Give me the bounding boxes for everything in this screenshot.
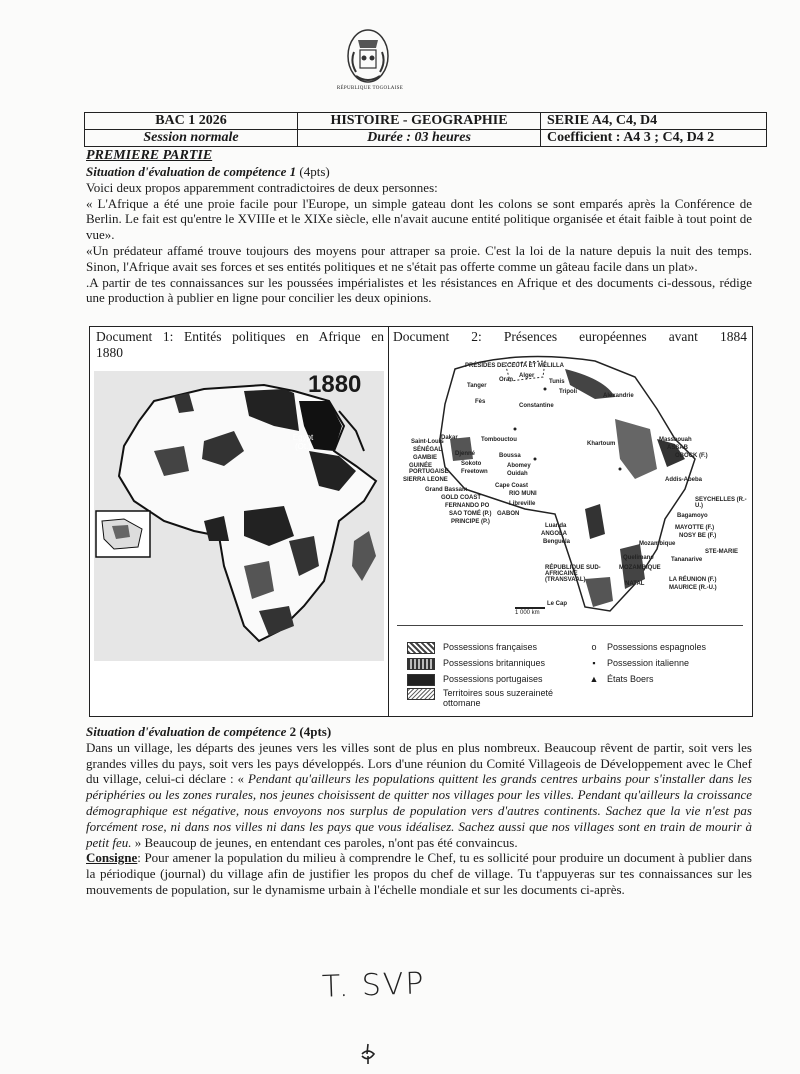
intro-text: Voici deux propos apparemment contradictoires de deux personnes: — [86, 179, 438, 195]
map-label: Sokoto — [461, 461, 482, 467]
coat-of-arms-emblem — [340, 26, 396, 92]
chief-quote: Pendant qu'ailleurs les populations quittent les grands centres urbains pour s'installer dans les périphéries ou les zones rurales, nos jeunes choisissent de quitter nos villages pour les villes. Pendant qu'ailleurs la croissance démographique est négative, nous envoyons nos surplus de population vers d'autres continents. Sachez que la vie n'est pas forcément rose, ni dans nos villes ni dans les pays que vous idéalisez. Sachez aussi que nos villages sont en train de mourir à petit feu. — [86, 771, 752, 850]
map-label: Tombouctou — [481, 437, 517, 443]
egypt-label: Egypt (Ot.) — [292, 433, 314, 451]
legend-spanish: o Possessions espagnoles — [591, 642, 707, 652]
legend-boers: ▲ États Boers — [589, 674, 654, 684]
map-label: SEYCHELLES (R.-U.) — [695, 497, 747, 509]
consigne-label: Consigne — [86, 850, 138, 866]
legend-italian: ▪ Possession italienne — [592, 658, 690, 668]
doc1-title-line2: 1880 — [96, 345, 123, 360]
map-label: Fès — [475, 399, 486, 405]
map-label: Benguela — [543, 539, 571, 545]
documents-box — [89, 326, 753, 717]
subject: HISTOIRE - GEOGRAPHIE — [298, 113, 541, 130]
map-label: Dakar — [441, 435, 458, 441]
doc2-title: Document 2: Présences européennes avant 1884 — [393, 329, 747, 344]
map-scale: 1 000 km — [515, 607, 545, 616]
map-label: Luanda — [545, 523, 567, 529]
map-label: GOLD COAST — [441, 495, 481, 501]
map-label: FERNANDO PO — [445, 503, 490, 509]
map-label: Alger — [519, 373, 535, 379]
doc1-title-line1: Document 1: Entités politiques en Afrique en — [96, 329, 384, 344]
map-label: Addis-Abeba — [665, 477, 703, 483]
map-label: GABON — [497, 511, 520, 517]
map-label: Boussa — [499, 453, 521, 459]
consigne: Consigne: Pour amener la population du milieu à comprendre le Chef, tu es sollicité pour produire un document à publier dans la périodique (journal) du village afin de justifier les propos du chef de village. Tu t'appuyeras sur tes connaissances sur les mouvements de population, sur le dynamisme urbain à l'échelle mondiale et sur les documents ci-après. — [86, 850, 752, 897]
coefficient: Coefficient : A4 3 ; C4, D4 2 — [541, 130, 767, 147]
map-label: Djenné — [455, 451, 476, 457]
map-year-label: 1880 — [308, 371, 362, 398]
legend-portuguese: Possessions portugaises — [407, 674, 543, 686]
map-label: Ouidah — [507, 471, 528, 477]
signature-mark — [358, 1042, 378, 1066]
map-label: Khartoum — [587, 441, 616, 447]
map-label: Freetown — [461, 469, 488, 475]
map-label: NOSY BE (F.) — [679, 533, 717, 539]
map-legend — [397, 625, 743, 710]
situation-1-points: (4pts) — [299, 164, 330, 179]
situation-2-points: 2 (4pts) — [289, 724, 332, 739]
legend-british: Possessions britanniques — [407, 658, 545, 670]
legend-ottoman: Territoires sous suzeraineté ottomane — [407, 688, 557, 708]
map-label: Abomey — [507, 463, 531, 469]
map-label: Cape Coast — [495, 483, 529, 489]
map-label: Massaouah — [659, 437, 692, 443]
map-label: Grand Bassam — [425, 487, 468, 493]
part-one-text — [86, 164, 752, 306]
map-label: LA RÉUNION (F.) — [669, 577, 717, 583]
document-2 — [389, 327, 752, 716]
map-label: MAYOTTE (F.) — [675, 525, 715, 531]
paragraph-2: Dans un village, les départs des jeunes vers les villes sont de plus en plus nombreux. Beaucoup rêvent de partir, soit vers les grandes villes du pays, soit vers les pays développés. Lors d'une réunion du Comité Villageois de Développement avec le Chef du village, celui-ci déclare : « Pendant qu'ailleurs les populations quittent les grands centres urbains pour s'installer dans les périphéries ou les zones rurales, nos jeunes choisissent de quitter nos villages pour les villes. Pendant qu'ailleurs la croissance démographique est négative, nous envoyons nos surplus de population vers d'autres continents. Sachez que la vie n'est pas forcément rose, ni dans nos villes ni dans les pays que vous idéalisez. Sachez aussi que nos villages sont en train de mourir à petit feu. » Beaucoup de jeunes, en entendant ces paroles, n'ont pas été convaincus. — [86, 739, 752, 850]
map-label: Tunis — [549, 379, 565, 385]
duration: Durée : 03 heures — [298, 130, 541, 147]
document-1 — [90, 327, 389, 716]
map-label: OBOCK (F.) — [675, 453, 708, 459]
exam-name: BAC 1 2026 — [85, 113, 298, 130]
africa-1880-map — [94, 371, 384, 661]
map-label: Tanger — [467, 383, 487, 389]
situation-2-label: Situation d'évaluation de compétence — [86, 724, 287, 739]
map-label: Mozambique — [639, 541, 676, 547]
map-label: Tananarive — [671, 557, 703, 563]
map-label: Bagamoyo — [677, 513, 708, 519]
quote-2: «Un prédateur affamé trouve toujours des moyens pour attraper sa proie. C'est la loi de la nature depuis la nuit des temps. Sinon, l'Afrique avait ses forces et ses entités politiques et ne s'était pas offerte comme un gâteau facile dans un plat». — [86, 242, 752, 274]
map-label: Tripoli — [559, 389, 577, 395]
map-label: RIO MUNI — [509, 491, 537, 497]
situation-1-label: Situation d'évaluation de compétence 1 — [86, 164, 297, 179]
map-label: ANGOLA — [541, 531, 567, 537]
map-label: Oran — [499, 377, 514, 383]
part-two-text — [86, 724, 752, 898]
map-label: MOZAMBIQUE — [619, 565, 661, 571]
map-label: Quelimane — [623, 555, 654, 561]
map-label: RÉPUBLIQUE SUD-AFRICAINE (TRANSVAAL) — [545, 565, 601, 583]
legend-french: Possessions françaises — [407, 642, 537, 654]
part-one-title: PREMIERE PARTIE — [86, 148, 213, 163]
session: Session normale — [85, 130, 298, 147]
map-label: Libreville — [509, 501, 536, 507]
map-label: PRINCIPE (P.) — [451, 519, 490, 525]
map-label: NATAL — [625, 581, 645, 587]
map-label: ASSAB — [667, 445, 689, 451]
map-label: SIERRA LEONE — [403, 477, 448, 483]
handwritten-note: T. SVP — [321, 966, 427, 1005]
map-label: SAO TOMÉ (P.) — [449, 511, 492, 517]
map-label: Constantine — [519, 403, 554, 409]
map-label: Saint-Louis — [411, 439, 444, 445]
quote-1: « L'Afrique a été une proie facile pour l'Europe, un simple gateau dont les colons se sont emparés après la Conférence de Berlin. Le fait est qu'entre le XVIIIe et le XIXe siècle, elle n'avait aucune entité politique organisée et était faible à tout point de vue». — [86, 195, 752, 243]
map-label: Alexandrie — [603, 393, 634, 399]
map-label: PRÉSIDES DE CEUTA ET MELILLA — [465, 363, 565, 369]
map-label: Le Cap — [547, 601, 568, 607]
instruction-1: .A partir de tes connaissances sur les poussées impérialistes et les résistances en Afrique et des documents ci-dessous, rédige une production à publier en ligne pour concilier les deux opinions. — [86, 274, 752, 306]
country-name: RÉPUBLIQUE TOGOLAISE — [336, 86, 404, 91]
serie: SERIE A4, C4, D4 — [541, 113, 767, 130]
map-label: GUINÉE PORTUGAISE — [409, 463, 449, 475]
map-label: MAURICE (R.-U.) — [669, 585, 717, 591]
map-label: SÉNÉGAL — [413, 447, 443, 453]
map-label: STE-MARIE — [705, 549, 738, 555]
map-label: GAMBIE — [413, 455, 437, 461]
exam-header-table — [84, 112, 767, 147]
